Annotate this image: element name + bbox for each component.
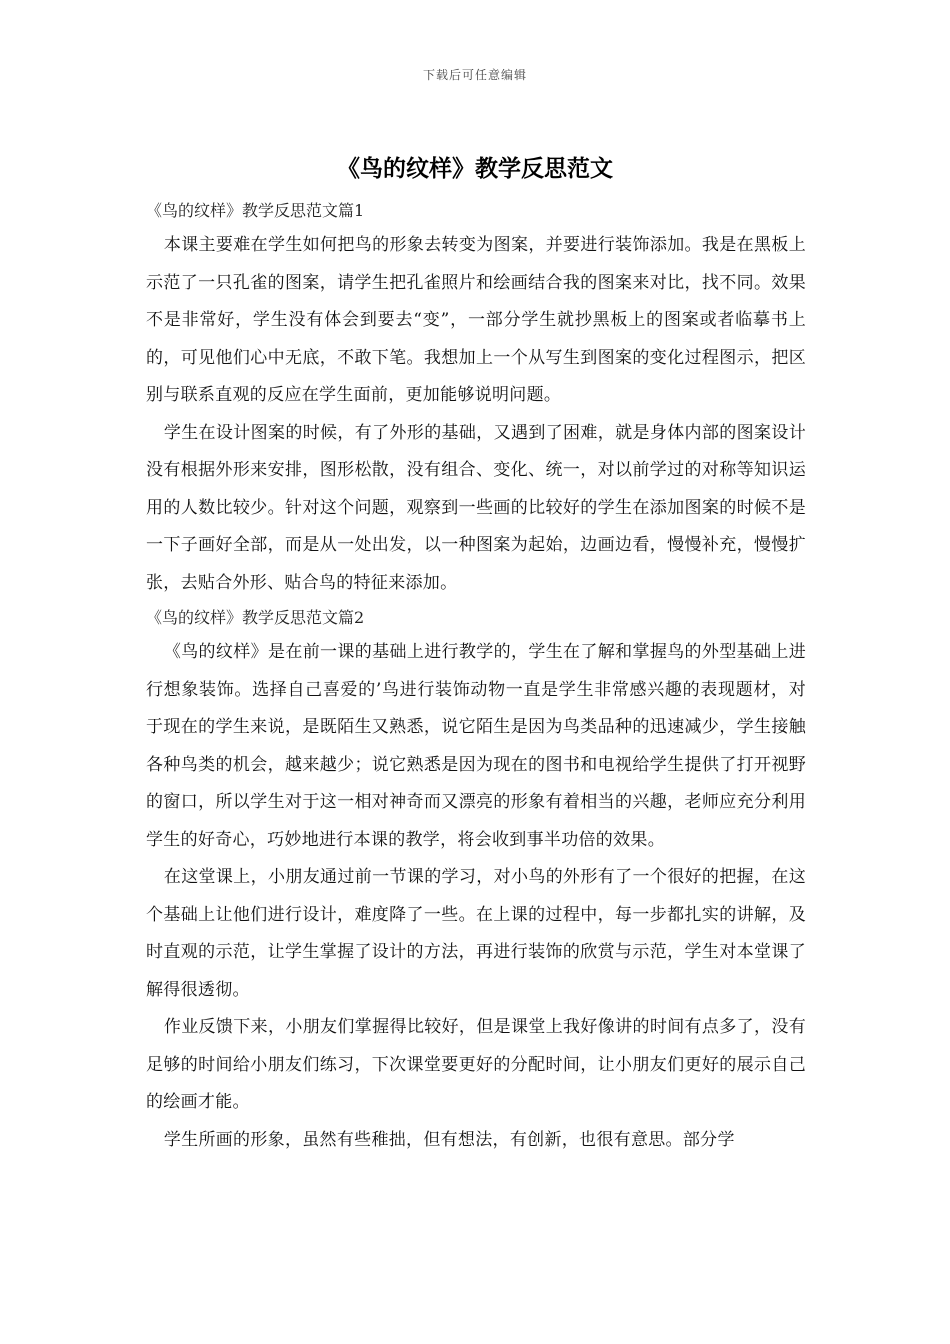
document-title: 《鸟的纹样》教学反思范文 bbox=[337, 155, 613, 182]
document-body bbox=[146, 195, 806, 1159]
section-heading-2: 《鸟的纹样》教学反思范文篇2 bbox=[146, 608, 365, 627]
paragraph-2-2: 在这堂课上，小朋友通过前一节课的学习，对小鸟的外形有了一个很好的把握，在这个基础上让他们进行设计，难度降了一些。在上课的过程中，每一步都扎实的讲解，及时直观的示范，让学生掌握了设计的方法，再进行装饰的欣赏与示范，学生对本堂课了解得很透彻。 bbox=[146, 867, 806, 1000]
header-note: 下载后可任意编辑 bbox=[422, 68, 527, 82]
paragraph-2-1: 《鸟的纹样》是在前一课的基础上进行教学的，学生在了解和掌握鸟的外型基础上进行想象装饰。选择自己喜爱的’鸟进行装饰动物一直是学生非常感兴趣的表现题材，对于现在的学生来说，是既陌生又熟悉，说它陌生是因为鸟类品种的迅速减少，学生接触各种鸟类的机会，越来越少；说它熟悉是因为现在的图书和电视给学生提供了打开视野的窗口，所以学生对于这一相对神奇而又漂亮的形象有着相当的兴趣，老师应充分利用学生的好奇心，巧妙地进行本课的教学，将会收到事半功倍的效果。 bbox=[146, 642, 806, 850]
paragraph-1-2: 学生在设计图案的时候，有了外形的基础，又遇到了困难，就是身体内部的图案设计没有根据外形来安排，图形松散，没有组合、变化、统一，对以前学过的对称等知识运用的人数比较少。针对这个问题，观察到一些画的比较好的学生在添加图案的时候不是一下子画好全部，而是从一处出发，以一种图案为起始，边画边看，慢慢补充，慢慢扩张，去贴合外形、贴合鸟的特征来添加。 bbox=[146, 422, 806, 593]
paragraph-1-1: 本课主要难在学生如何把鸟的形象去转变为图案，并要进行装饰添加。我是在黑板上示范了一只孔雀的图案，请学生把孔雀照片和绘画结合我的图案来对比，找不同。效果不是非常好，学生没有体会到要去“变”，一部分学生就抄黑板上的图案或者临摹书上的，可见他们心中无底，不敢下笔。我想加上一个从写生到图案的变化过程图示，把区别与联系直观的反应在学生面前，更加能够说明问题。 bbox=[146, 235, 806, 405]
section-heading-1: 《鸟的纹样》教学反思范文篇1 bbox=[146, 201, 365, 220]
paragraph-2-4: 学生所画的形象，虽然有些稚拙，但有想法，有创新，也很有意思。部分学 bbox=[163, 1129, 735, 1150]
paragraph-2-3: 作业反馈下来，小朋友们掌握得比较好，但是课堂上我好像讲的时间有点多了，没有足够的时间给小朋友们练习，下次课堂要更好的分配时间，让小朋友们更好的展示自己的绘画才能。 bbox=[146, 1017, 806, 1112]
